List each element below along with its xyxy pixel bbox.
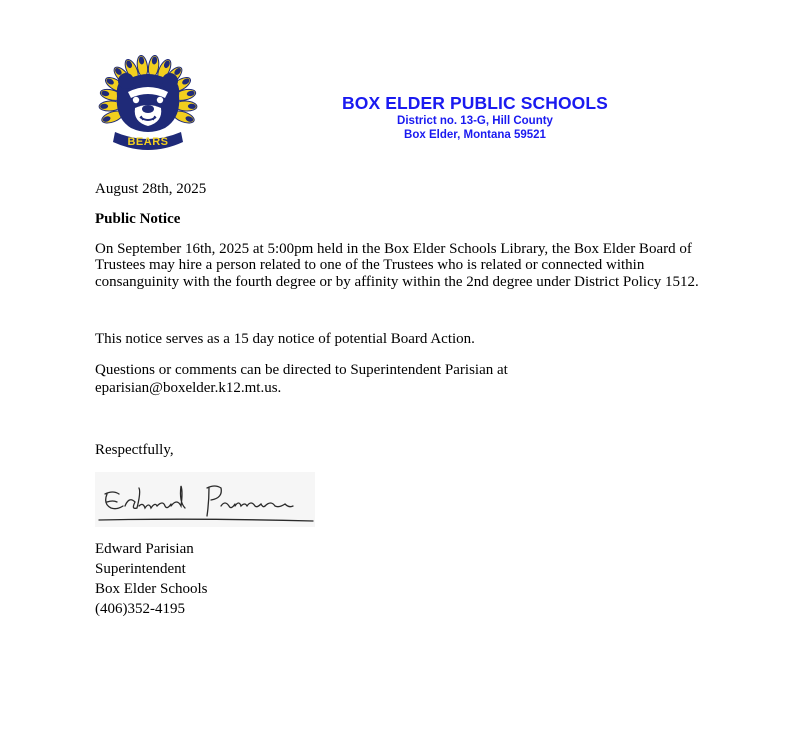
signer-name: Edward Parisian — [95, 541, 194, 557]
notice-period-paragraph: This notice serves as a 15 day notice of potential Board Action. — [95, 331, 475, 347]
contact-email: eparisian@boxelder.k12.mt.us. — [95, 380, 282, 396]
letter-date: August 28th, 2025 — [95, 181, 207, 197]
bears-banner — [113, 132, 183, 150]
closing: Respectfully, — [95, 442, 174, 458]
district-line: District no. 13-G, Hill County — [397, 115, 553, 127]
school-logo — [93, 48, 203, 160]
signature-block — [95, 539, 208, 619]
contact-paragraph — [95, 361, 715, 397]
signer-organization: Box Elder Schools — [95, 581, 208, 597]
notice-paragraph: On September 16th, 2025 at 5:00pm held in the Box Elder Schools Library, the Box Elder Board of Trustees may hire a person related to one of the Trustees who is related or connected within consanguinity with the fourth degree or by affinity within the 2nd degree under District Policy 1512. — [95, 241, 699, 290]
bear-head-icon — [117, 73, 179, 132]
school-name: BOX ELDER PUBLIC SCHOOLS — [342, 93, 608, 113]
signer-phone: (406)352-4195 — [95, 601, 185, 617]
contact-line: Questions or comments can be directed to Superintendent Parisian at — [95, 362, 508, 378]
logo-text: BEARS — [127, 136, 169, 148]
signer-title: Superintendent — [95, 561, 186, 577]
notice-heading: Public Notice — [95, 211, 181, 227]
address-line: Box Elder, Montana 59521 — [404, 129, 546, 141]
handwritten-signature — [95, 472, 315, 527]
